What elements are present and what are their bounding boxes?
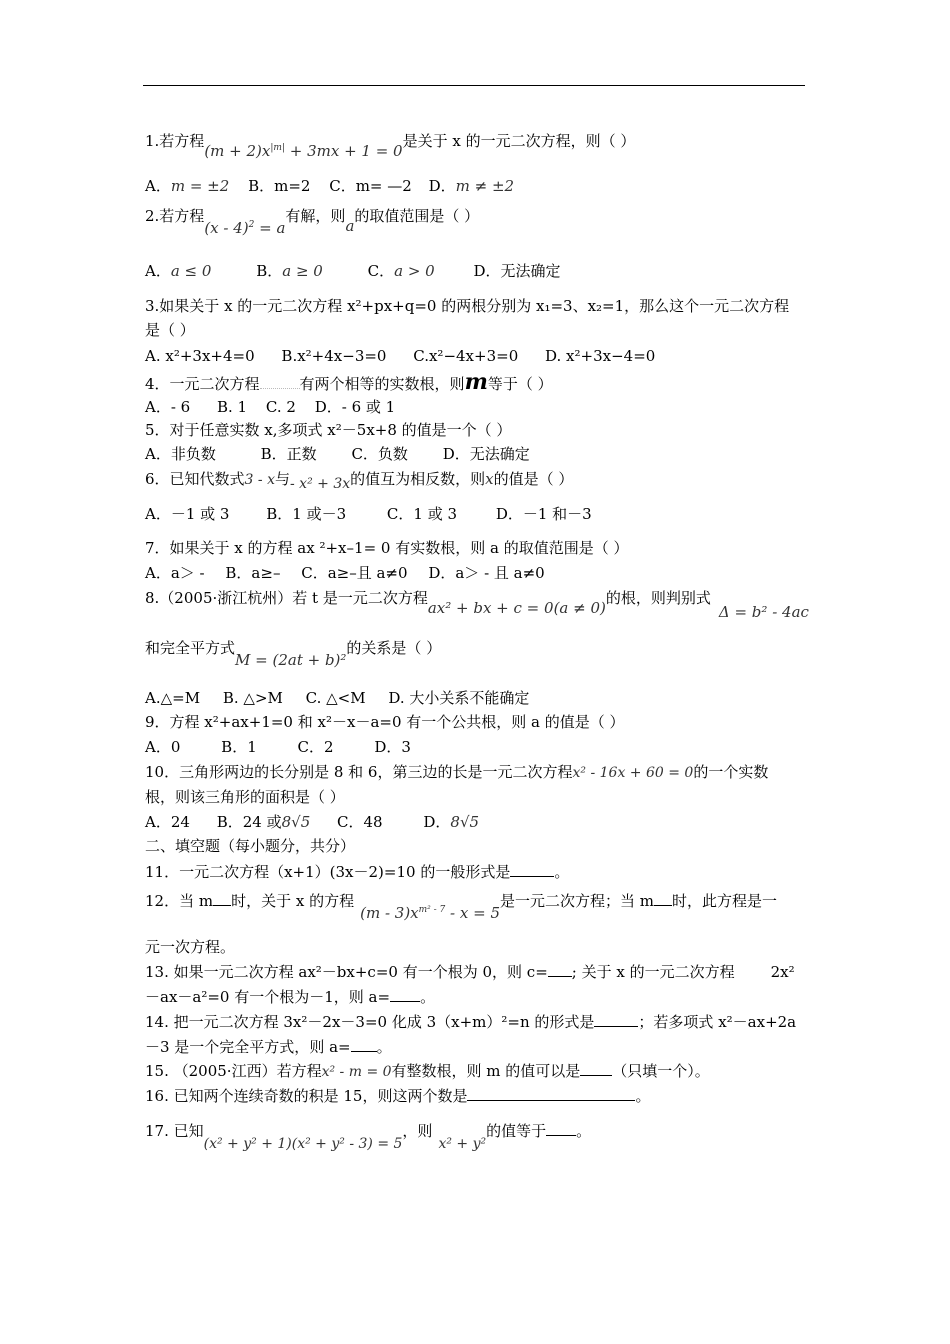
option-a-label: A． (145, 177, 171, 195)
question-10-stem-end: 的一个实数 (693, 763, 769, 781)
question-3-options (145, 346, 655, 366)
option-c: a > 0 (394, 262, 435, 280)
option-c: C．a≥–且 a≠0 (301, 564, 408, 582)
question-12-stem-end: 时，此方程是一 (672, 892, 778, 910)
question-6-stem: 6．已知代数式 (145, 470, 245, 488)
option-d-label: D． (428, 177, 456, 195)
answer-blank[interactable] (546, 1121, 576, 1136)
option-d: D．- 6 或 1 (314, 398, 396, 416)
option-d: D．3 (374, 738, 411, 756)
answer-blank[interactable] (467, 1086, 635, 1101)
question-2-stem-mid: 有解，则 (285, 207, 346, 225)
question-1-options (145, 176, 514, 196)
section-2-heading: 二、填空题（每小题分，共分） (145, 837, 356, 855)
question-4-stem-mid: 有两个相等的实数根，则 (299, 375, 465, 393)
expression-2: - x² + 3x (290, 476, 351, 492)
eq-tail: = a (254, 219, 286, 237)
question-10-line-1 (145, 762, 768, 783)
question-11 (145, 862, 569, 882)
expression-1: 3 - x (244, 472, 275, 488)
question-17-tail: 。 (576, 1122, 592, 1140)
question-17-expression: x² + y² (438, 1136, 487, 1152)
question-8-stem-cont: 和完全平方式 (145, 639, 236, 657)
question-12-stem-mid-2: 是一元二次方程；当 m (500, 892, 654, 910)
option-d: D．－1 和－3 (495, 505, 592, 523)
question-8-stem-mid: 的根，则判别式 (605, 589, 711, 607)
answer-blank-1[interactable] (548, 962, 572, 977)
option-b-label: B． (256, 262, 283, 280)
question-8-line-2 (145, 638, 442, 669)
question-13-stem: 13. 如果一元二次方程 ax²－bx+c=0 有一个根为 0，则 c= (145, 963, 548, 981)
question-4-stem: 4．一元二次方程 (145, 375, 260, 393)
question-15-stem: 15. （2005·江西）若方程 (145, 1062, 322, 1080)
option-d: m ≠ ±2 (455, 177, 515, 195)
question-2-options (145, 261, 561, 281)
eq-exponent: 2 (248, 220, 255, 230)
header-rule (143, 85, 805, 86)
question-3-line-2: 是（ ） (145, 321, 195, 339)
equation-image-placeholder (260, 380, 300, 389)
option-a: A．0 (145, 738, 181, 756)
question-11-tail: 。 (554, 863, 570, 881)
option-a: A．非负数 (145, 445, 216, 463)
question-7: 7．如果关于 x 的方程 ax ²+x–1= 0 有实数根，则 a 的取值范围是（ ） (145, 539, 629, 557)
question-2 (145, 203, 480, 237)
answer-blank-2[interactable] (390, 987, 420, 1002)
question-13-stem-2: －ax－a²=0 有一个根为－1，则 a= (145, 988, 391, 1006)
option-d: D. x²+3x−4=0 (545, 347, 656, 365)
question-12-line-1 (145, 888, 778, 922)
question-14-tail: 。 (376, 1038, 392, 1056)
option-b: B．1 或－3 (266, 505, 347, 523)
eq-tail: + 3mx + 1 = 0 (284, 142, 403, 160)
question-16-tail: 。 (635, 1087, 651, 1105)
option-c: C．48 (337, 813, 383, 831)
option-d: D. 大小关系不能确定 (388, 689, 530, 707)
question-14-stem-mid: ；若多项式 x²－ax+2a (638, 1013, 797, 1031)
question-2-stem-end: 的取值范围是（ ） (354, 207, 480, 225)
option-c: C. 2 (265, 398, 296, 416)
option-b: B．1 (221, 738, 257, 756)
question-1-stem-end: 是关于 x 的一元二次方程，则（ ） (402, 132, 636, 150)
option-a: A. x²+3x+4=0 (145, 347, 255, 365)
option-c: C．m= —2 (329, 177, 412, 195)
question-6-options (145, 504, 592, 524)
question-14-stem: 14. 把一元二次方程 3x²－2x－3=0 化成 3（x+m）²=n 的形式是 (145, 1013, 595, 1031)
option-d: D．a＞ - 且 a≠0 (428, 564, 545, 582)
question-17-stem-end: 的值等于 (486, 1122, 547, 1140)
option-b: B．24 或 (216, 813, 282, 831)
eq-exponent: m² - 7 (418, 905, 446, 915)
eq-part: (m + 2)x (204, 142, 271, 160)
question-4-stem-end: 等于（ ） (487, 375, 553, 393)
question-13-line-1 (145, 962, 795, 982)
answer-blank-1[interactable] (594, 1012, 638, 1027)
variable-x: x (485, 470, 494, 488)
question-12-stem: 12．当 m (145, 892, 214, 910)
option-b: B．m=2 (248, 177, 311, 195)
answer-blank-1[interactable] (213, 891, 231, 906)
option-a: a ≤ 0 (170, 262, 212, 280)
question-14-line-2 (145, 1037, 392, 1057)
option-a: A．- 6 (145, 398, 191, 416)
option-d: D．无法确定 (473, 262, 561, 280)
option-c: C.x²−4x+3=0 (413, 347, 519, 365)
question-10-equation: x² - 16x + 60 = 0 (572, 765, 694, 781)
question-17-equation: (x² + y² + 1)(x² + y² - 3) = 5 (203, 1136, 403, 1152)
question-1-equation (204, 142, 402, 160)
option-c-label: C． (367, 262, 395, 280)
question-12-line-2: 元一次方程。 (145, 938, 236, 956)
question-5-options (145, 444, 530, 464)
question-5: 5．对于任意实数 x,多项式 x²－5x+8 的值是一个（ ） (145, 421, 512, 439)
option-c: C．2 (297, 738, 334, 756)
eq-exponent: |m| (270, 143, 285, 153)
option-b: B. 1 (217, 398, 248, 416)
question-7-options (145, 563, 545, 583)
answer-blank[interactable] (580, 1061, 612, 1076)
answer-blank-2[interactable] (654, 891, 672, 906)
question-13-stem-mid: ; 关于 x 的一元二次方程 (571, 963, 735, 981)
question-16-stem: 16. 已知两个连续奇数的积是 15，则这两个数是 (145, 1087, 468, 1105)
question-12-equation (360, 904, 500, 922)
option-a: A．a＞ - (145, 564, 205, 582)
option-b: B.x²+4x−3=0 (281, 347, 387, 365)
option-c: C．1 或 3 (386, 505, 458, 523)
option-a: A．24 (145, 813, 190, 831)
question-14-stem-2: －3 是一个完全平方式，则 a= (145, 1038, 351, 1056)
answer-blank-2[interactable] (351, 1037, 377, 1052)
variable-a: a (345, 217, 355, 235)
question-1 (145, 128, 636, 160)
question-15-stem-mid: 有整数根，则 m 的值可以是 (391, 1062, 581, 1080)
eq-tail: - x = 5 (445, 904, 500, 922)
question-4-options (145, 397, 395, 417)
question-17-stem-mid: ，则 (402, 1122, 433, 1140)
question-15 (145, 1061, 710, 1082)
question-10-options (145, 812, 479, 832)
question-6-stem-end: 的值是（ ） (493, 470, 574, 488)
option-d: D．无法确定 (442, 445, 530, 463)
question-9-options (145, 737, 411, 757)
question-4 (145, 369, 553, 395)
option-a: m = ±2 (170, 177, 230, 195)
option-a: A．－1 或 3 (145, 505, 230, 523)
question-8-line-1 (145, 588, 809, 621)
option-b: a ≥ 0 (282, 262, 323, 280)
question-8-stem: 8.（2005·浙江杭州）若 t 是一元二次方程 (145, 589, 428, 607)
eq-part: (m - 3)x (360, 904, 419, 922)
option-d-label: D． (423, 813, 451, 831)
perfect-square-expression: M = (2at + b)² (235, 651, 347, 669)
discriminant-formula: Δ = b² - 4ac (718, 603, 809, 621)
question-10-line-2: 根，则该三角形的面积是（ ） (145, 788, 345, 806)
question-12-stem-mid: 时，关于 x 的方程 (231, 892, 355, 910)
answer-blank[interactable] (510, 862, 554, 877)
question-1-stem: 1.若方程 (145, 132, 205, 150)
question-8-stem-end: 的关系是（ ） (346, 639, 442, 657)
question-15-equation: x² - m = 0 (321, 1064, 392, 1080)
question-2-stem: 2.若方程 (145, 207, 205, 225)
question-14-line-1 (145, 1012, 796, 1032)
question-13-tail: 。 (420, 988, 436, 1006)
option-b-expression: 8√5 (281, 813, 311, 831)
question-8-options (145, 688, 529, 708)
eq-part: (x - 4) (204, 219, 249, 237)
option-b: B. △>M (222, 689, 283, 707)
question-10-stem: 10．三角形两边的长分别是 8 和 6，第三边的长是一元二次方程 (145, 763, 573, 781)
question-15-stem-end: （只填一个）。 (612, 1062, 710, 1080)
variable-m: m (464, 369, 488, 395)
question-9: 9．方程 x²+ax+1=0 和 x²－x－a=0 有一个公共根，则 a 的值是（ ） (145, 713, 625, 731)
option-a: A.△=M (145, 689, 201, 707)
question-13-stem-cont: 2x² (770, 963, 795, 981)
question-13-line-2 (145, 987, 435, 1007)
question-11-stem: 11．一元二次方程（x+1）(3x－2)=10 的一般形式是 (145, 863, 511, 881)
question-8-equation: ax² + bx + c = 0(a ≠ 0) (427, 599, 606, 617)
question-16 (145, 1086, 651, 1106)
question-17-stem: 17. 已知 (145, 1122, 204, 1140)
question-17 (145, 1121, 592, 1152)
question-6-stem-mid: 与 (274, 470, 290, 488)
question-6-stem-mid-2: 的值互为相反数，则 (350, 470, 486, 488)
option-b: B．正数 (260, 445, 317, 463)
option-d: 8√5 (450, 813, 480, 831)
option-c: C. △<M (305, 689, 366, 707)
option-c: C．负数 (351, 445, 408, 463)
question-3-line-1: 3.如果关于 x 的一元二次方程 x²+px+q=0 的两根分别为 x₁=3、x₂=1，那么这个一元二次方程 (145, 297, 790, 315)
question-2-equation (204, 219, 285, 237)
question-6 (145, 469, 573, 490)
option-b: B．a≥– (225, 564, 281, 582)
option-a-label: A． (145, 262, 171, 280)
